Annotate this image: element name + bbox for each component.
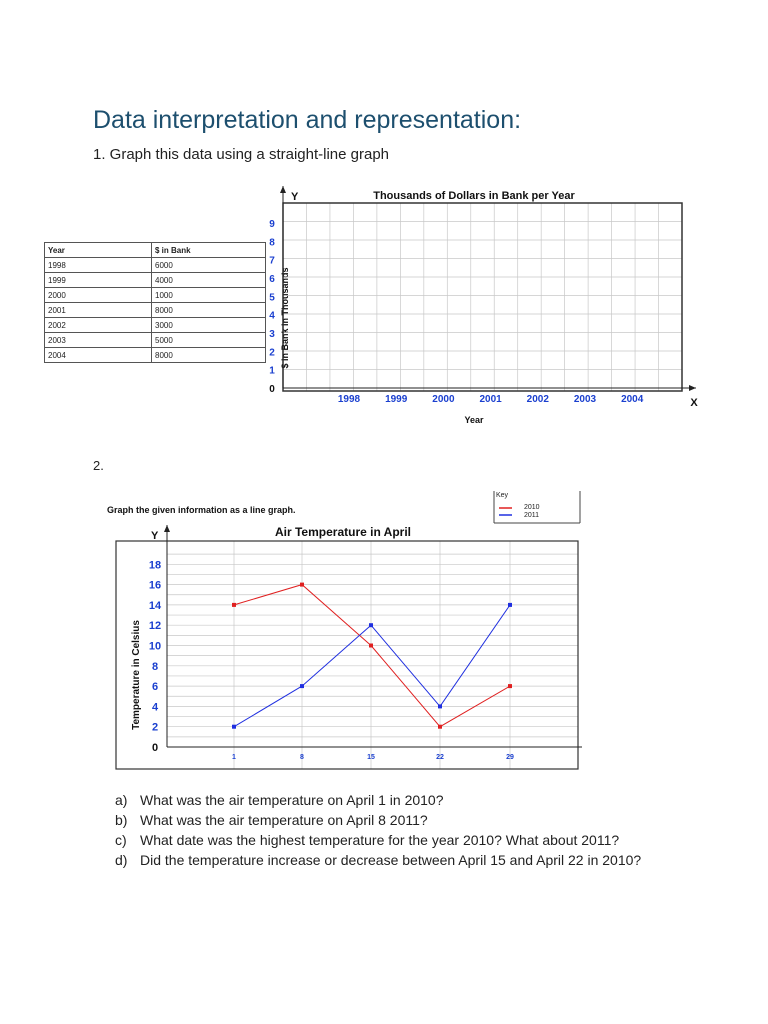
y-tick-label: 4: [269, 310, 275, 322]
y-axis-letter: Y: [151, 530, 159, 542]
question-letter: d): [115, 852, 128, 868]
legend-label-2011: 2011: [524, 512, 540, 519]
y-tick-label: 18: [148, 559, 162, 572]
table-row: [45, 348, 266, 363]
data-point-2011: [232, 725, 236, 729]
y-tick-label: 0: [269, 384, 275, 395]
table-cell-year: 2003: [45, 333, 152, 348]
y-tick-label: 4: [151, 701, 159, 714]
y-tick-label: 6: [269, 274, 275, 285]
table-cell-bank: 1000: [152, 288, 266, 303]
table-header-bank: $ in Bank: [152, 243, 266, 258]
y-tick-label: 14: [148, 599, 162, 612]
table-cell-bank: 8000: [152, 348, 266, 363]
legend: [494, 491, 580, 523]
x-tick-label: 15: [367, 754, 375, 761]
y-axis-arrow: [164, 525, 170, 532]
table-row: [45, 258, 266, 273]
question-text: What was the air temperature on April 8 2011?: [140, 812, 428, 828]
y-tick-label: 12: [148, 620, 162, 633]
y-tick-label: 9: [269, 219, 275, 230]
y-tick-label: 5: [269, 292, 275, 304]
y-tick-label: 1: [269, 365, 275, 377]
chart-title: Thousands of Dollars in Bank per Year: [373, 190, 575, 202]
questions-list: [115, 790, 680, 870]
table-header-year: Year: [45, 243, 152, 258]
question-item: [115, 790, 680, 810]
question-item: [115, 830, 680, 850]
table-cell-year: 1998: [45, 258, 152, 273]
table-row: [45, 303, 266, 318]
data-point-2010: [438, 725, 442, 729]
y-tick-label: 10: [148, 640, 162, 653]
question-text: Did the temperature increase or decrease between April 15 and April 22 in 2010?: [140, 852, 642, 868]
x-tick-label: 2002: [526, 394, 549, 405]
chart-instruction: Graph the given information as a line graph.: [107, 505, 296, 515]
question-text: What date was the highest temperature for the year 2010? What about 2011?: [140, 832, 620, 848]
x-tick-label: 1999: [385, 394, 408, 405]
x-tick-label: 2004: [621, 394, 644, 405]
legend-title: Key: [496, 492, 509, 499]
question-text: What was the air temperature on April 1 in 2010?: [140, 792, 444, 808]
y-tick-label: 16: [148, 579, 162, 592]
table-row: [45, 333, 266, 348]
data-point-2011: [369, 623, 373, 627]
data-point-2010: [369, 644, 373, 648]
x-axis-arrow: [689, 385, 696, 391]
table-cell-year: 2004: [45, 348, 152, 363]
table-cell-year: 2002: [45, 318, 152, 333]
data-point-2010: [300, 583, 304, 587]
table-row: [45, 273, 266, 288]
question-letter: a): [115, 792, 128, 808]
x-tick-label: 2001: [479, 394, 502, 405]
table-cell-year: 2000: [45, 288, 152, 303]
temperature-chart: [100, 485, 590, 775]
table-header-row: [45, 243, 266, 258]
question-item: [115, 810, 680, 830]
data-point-2010: [232, 603, 236, 607]
question-1-text: 1. Graph this data using a straight-line graph: [93, 146, 390, 163]
y-tick-label: 3: [269, 329, 275, 340]
table-row: [45, 318, 266, 333]
x-tick-label: 8: [300, 754, 304, 761]
x-tick-label: 1: [232, 754, 236, 761]
chart-title: Air Temperature in April: [274, 525, 412, 539]
y-tick-label: 7: [269, 255, 275, 267]
data-point-2011: [300, 684, 304, 688]
x-tick-label: 29: [506, 754, 514, 761]
x-tick-label: 1998: [337, 394, 361, 405]
table-cell-bank: 8000: [152, 303, 266, 318]
table-cell-year: 2001: [45, 303, 152, 318]
data-point-2011: [508, 603, 512, 607]
y-tick-label: 2: [269, 347, 275, 359]
x-tick-label: 22: [436, 754, 444, 761]
page-title: Data interpretation and representation:: [93, 106, 522, 134]
question-letter: c): [115, 832, 127, 848]
x-axis-label: Year: [464, 415, 484, 425]
bank-chart: [260, 180, 710, 435]
y-tick-label: 8: [151, 660, 159, 673]
y-axis-letter: Y: [291, 191, 299, 203]
legend-label-2010: 2010: [524, 504, 540, 511]
x-tick-label: 2003: [573, 394, 597, 405]
table-cell-bank: 3000: [152, 318, 266, 333]
y-axis-arrow: [280, 186, 286, 193]
y-tick-label: 6: [151, 681, 159, 694]
y-tick-label: 2: [151, 721, 159, 734]
table-cell-bank: 6000: [152, 258, 266, 273]
question-item: [115, 850, 680, 870]
y-tick-label: 8: [269, 237, 275, 249]
y-tick-label: 0: [151, 742, 159, 754]
table-cell-year: 1999: [45, 273, 152, 288]
data-point-2010: [508, 684, 512, 688]
table-cell-bank: 5000: [152, 333, 266, 348]
bank-data-table: [44, 242, 266, 363]
table-cell-bank: 4000: [152, 273, 266, 288]
x-axis-letter: X: [690, 397, 698, 409]
plot-frame: [283, 203, 682, 391]
question-letter: b): [115, 812, 128, 828]
x-tick-label: 2000: [432, 394, 455, 405]
table-row: [45, 288, 266, 303]
data-point-2011: [438, 704, 442, 708]
y-axis-label: $ in Bank in Thousands: [280, 267, 290, 369]
plot-frame: [116, 541, 578, 769]
question-2-number: 2.: [93, 458, 104, 473]
y-axis-label: Temperature in Celsius: [131, 620, 142, 730]
